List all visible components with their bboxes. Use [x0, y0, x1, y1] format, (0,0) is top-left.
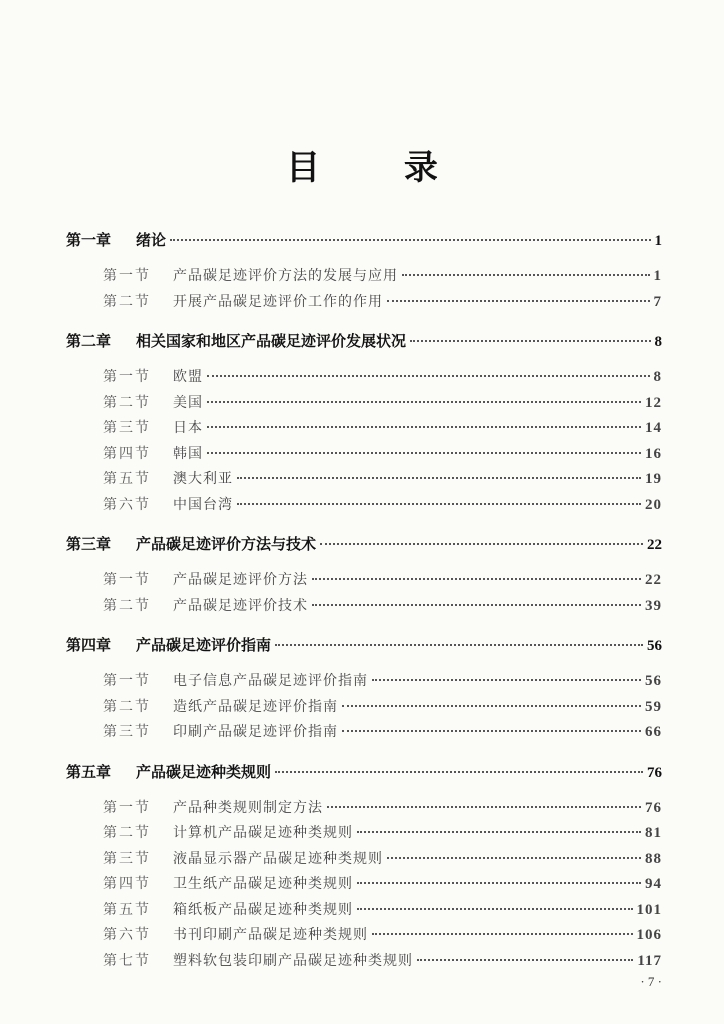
toc-section-entry[interactable]: [66, 669, 662, 695]
section-number: 第五节: [103, 901, 151, 918]
chapter-page-number: 76: [647, 764, 662, 781]
section-title: 液晶显示器产品碳足迹种类规则: [173, 850, 383, 867]
section-page-number: 56: [645, 673, 662, 689]
dot-leader: [207, 426, 641, 428]
section-number: 第二节: [103, 597, 151, 614]
section-number: 第二节: [103, 825, 151, 841]
chapter-page-number: 8: [654, 334, 662, 350]
section-number: 第一节: [103, 572, 151, 588]
dot-leader: [312, 604, 641, 606]
toc-section-entry[interactable]: [66, 416, 662, 442]
section-number: 第三节: [103, 850, 151, 867]
dot-leader: [387, 857, 641, 859]
chapter-page-number: 22: [647, 537, 662, 553]
section-list: [66, 669, 662, 746]
dot-leader: [357, 831, 641, 833]
dot-leader: [402, 274, 650, 276]
section-title: 电子信息产品碳足迹评价指南: [173, 673, 368, 689]
section-title: 中国台湾: [173, 496, 233, 513]
toc-section-entry[interactable]: [66, 847, 662, 873]
section-number: 第一节: [103, 369, 151, 385]
section-number: 第四节: [103, 876, 151, 892]
section-page-number: 88: [645, 850, 662, 867]
toc-section-entry[interactable]: [66, 493, 662, 519]
section-title: 产品碳足迹评价技术: [173, 597, 308, 614]
section-page-number: 8: [653, 369, 662, 385]
chapter-number: 第五章: [66, 762, 112, 781]
section-title: 产品碳足迹评价方法的发展与应用: [173, 268, 398, 284]
chapter-title: 产品碳足迹评价指南: [136, 636, 272, 654]
chapter-title: 产品碳足迹种类规则: [136, 762, 272, 781]
dot-leader: [207, 452, 641, 454]
toc-chapter-entry[interactable]: [66, 760, 662, 784]
dot-leader: [342, 730, 641, 732]
dot-leader: [207, 401, 641, 403]
chapter-page-number: 1: [654, 233, 662, 249]
section-number: 第一节: [103, 673, 151, 689]
table-of-contents: [66, 228, 662, 988]
section-list: [66, 365, 662, 518]
page-title: 目 录: [286, 148, 474, 188]
section-number: 第一节: [103, 799, 151, 816]
section-title: 印刷产品碳足迹评价指南: [173, 724, 338, 740]
section-title: 卫生纸产品碳足迹种类规则: [173, 876, 353, 892]
dot-leader: [372, 679, 641, 681]
dot-leader: [342, 705, 641, 707]
toc-section-entry[interactable]: [66, 290, 662, 316]
section-page-number: 22: [645, 572, 662, 588]
section-title: 书刊印刷产品碳足迹种类规则: [173, 927, 368, 943]
dot-leader: [372, 933, 633, 935]
chapter-title: 产品碳足迹评价方法与技术: [136, 535, 317, 553]
section-title: 欧盟: [173, 369, 203, 385]
toc-section-entry[interactable]: [66, 442, 662, 468]
section-title: 韩国: [173, 445, 203, 462]
dot-leader: [320, 543, 643, 545]
section-page-number: 76: [645, 799, 662, 816]
dot-leader: [275, 644, 643, 646]
toc-section-entry[interactable]: [66, 949, 662, 975]
section-title: 美国: [173, 394, 203, 411]
section-number: 第六节: [103, 927, 151, 943]
toc-section-entry[interactable]: [66, 264, 662, 290]
section-number: 第五节: [103, 471, 151, 487]
section-number: 第一节: [103, 268, 151, 284]
dot-leader: [275, 771, 643, 773]
dot-leader: [312, 578, 641, 580]
dot-leader: [417, 959, 633, 961]
chapter-title: 绪论: [136, 231, 167, 249]
section-page-number: 59: [645, 698, 662, 715]
toc-section-entry[interactable]: [66, 898, 662, 924]
toc-chapter-entry[interactable]: [66, 532, 662, 556]
section-page-number: 101: [636, 901, 662, 918]
section-number: 第六节: [103, 496, 151, 513]
toc-section-entry[interactable]: [66, 594, 662, 620]
dot-leader: [387, 300, 650, 302]
section-list: [66, 568, 662, 619]
toc-section-entry[interactable]: [66, 365, 662, 391]
toc-section-entry[interactable]: [66, 695, 662, 721]
dot-leader: [357, 908, 633, 910]
toc-section-entry[interactable]: [66, 872, 662, 898]
toc-section-entry[interactable]: [66, 391, 662, 417]
dot-leader: [237, 477, 641, 479]
section-title: 产品碳足迹评价方法: [173, 572, 308, 588]
section-page-number: 12: [645, 394, 662, 411]
section-title: 开展产品碳足迹评价工作的作用: [173, 293, 383, 310]
section-number: 第二节: [103, 394, 151, 411]
section-title: 造纸产品碳足迹评价指南: [173, 698, 338, 715]
toc-chapter-entry[interactable]: [66, 228, 662, 252]
chapter-title: 相关国家和地区产品碳足迹评价发展状况: [136, 332, 407, 350]
dot-leader: [237, 503, 641, 505]
toc-section-entry[interactable]: [66, 923, 662, 949]
chapter-number: 第一章: [66, 231, 112, 249]
section-title: 澳大利亚: [173, 471, 233, 487]
toc-chapter-entry[interactable]: [66, 329, 662, 353]
section-number: 第二节: [103, 698, 151, 715]
section-page-number: 19: [645, 471, 662, 487]
section-list: [66, 264, 662, 315]
section-page-number: 94: [645, 876, 662, 892]
section-number: 第四节: [103, 445, 151, 462]
page-number: · 7 ·: [640, 974, 662, 989]
section-number: 第七节: [103, 952, 151, 969]
section-page-number: 7: [653, 293, 662, 310]
section-number: 第三节: [103, 724, 151, 740]
toc-section-entry[interactable]: [66, 821, 662, 847]
section-title: 箱纸板产品碳足迹种类规则: [173, 901, 353, 918]
section-page-number: 66: [645, 724, 662, 740]
section-title: 塑料软包装印刷产品碳足迹种类规则: [173, 952, 413, 969]
section-page-number: 81: [645, 825, 662, 841]
section-title: 产品种类规则制定方法: [173, 799, 323, 816]
toc-section-entry[interactable]: [66, 796, 662, 822]
dot-leader: [357, 882, 641, 884]
section-page-number: 20: [645, 496, 662, 513]
dot-leader: [327, 806, 641, 808]
section-page-number: 117: [637, 952, 662, 969]
toc-section-entry[interactable]: [66, 568, 662, 594]
dot-leader: [410, 340, 650, 342]
dot-leader: [170, 239, 650, 241]
dot-leader: [207, 375, 650, 377]
toc-section-entry[interactable]: [66, 720, 662, 746]
section-page-number: 39: [645, 597, 662, 614]
section-title: 计算机产品碳足迹种类规则: [173, 825, 353, 841]
section-number: 第二节: [103, 293, 151, 310]
chapter-number: 第四章: [66, 636, 112, 654]
toc-section-entry[interactable]: [66, 467, 662, 493]
toc-chapter-entry[interactable]: [66, 633, 662, 657]
section-list: [66, 796, 662, 975]
section-page-number: 14: [645, 420, 662, 436]
chapter-number: 第三章: [66, 535, 112, 553]
chapter-page-number: 56: [647, 638, 662, 654]
chapter-number: 第二章: [66, 332, 112, 350]
section-page-number: 106: [636, 927, 662, 943]
section-number: 第三节: [103, 420, 151, 436]
section-page-number: 16: [645, 445, 662, 462]
section-page-number: 1: [653, 268, 662, 284]
section-title: 日本: [173, 420, 203, 436]
